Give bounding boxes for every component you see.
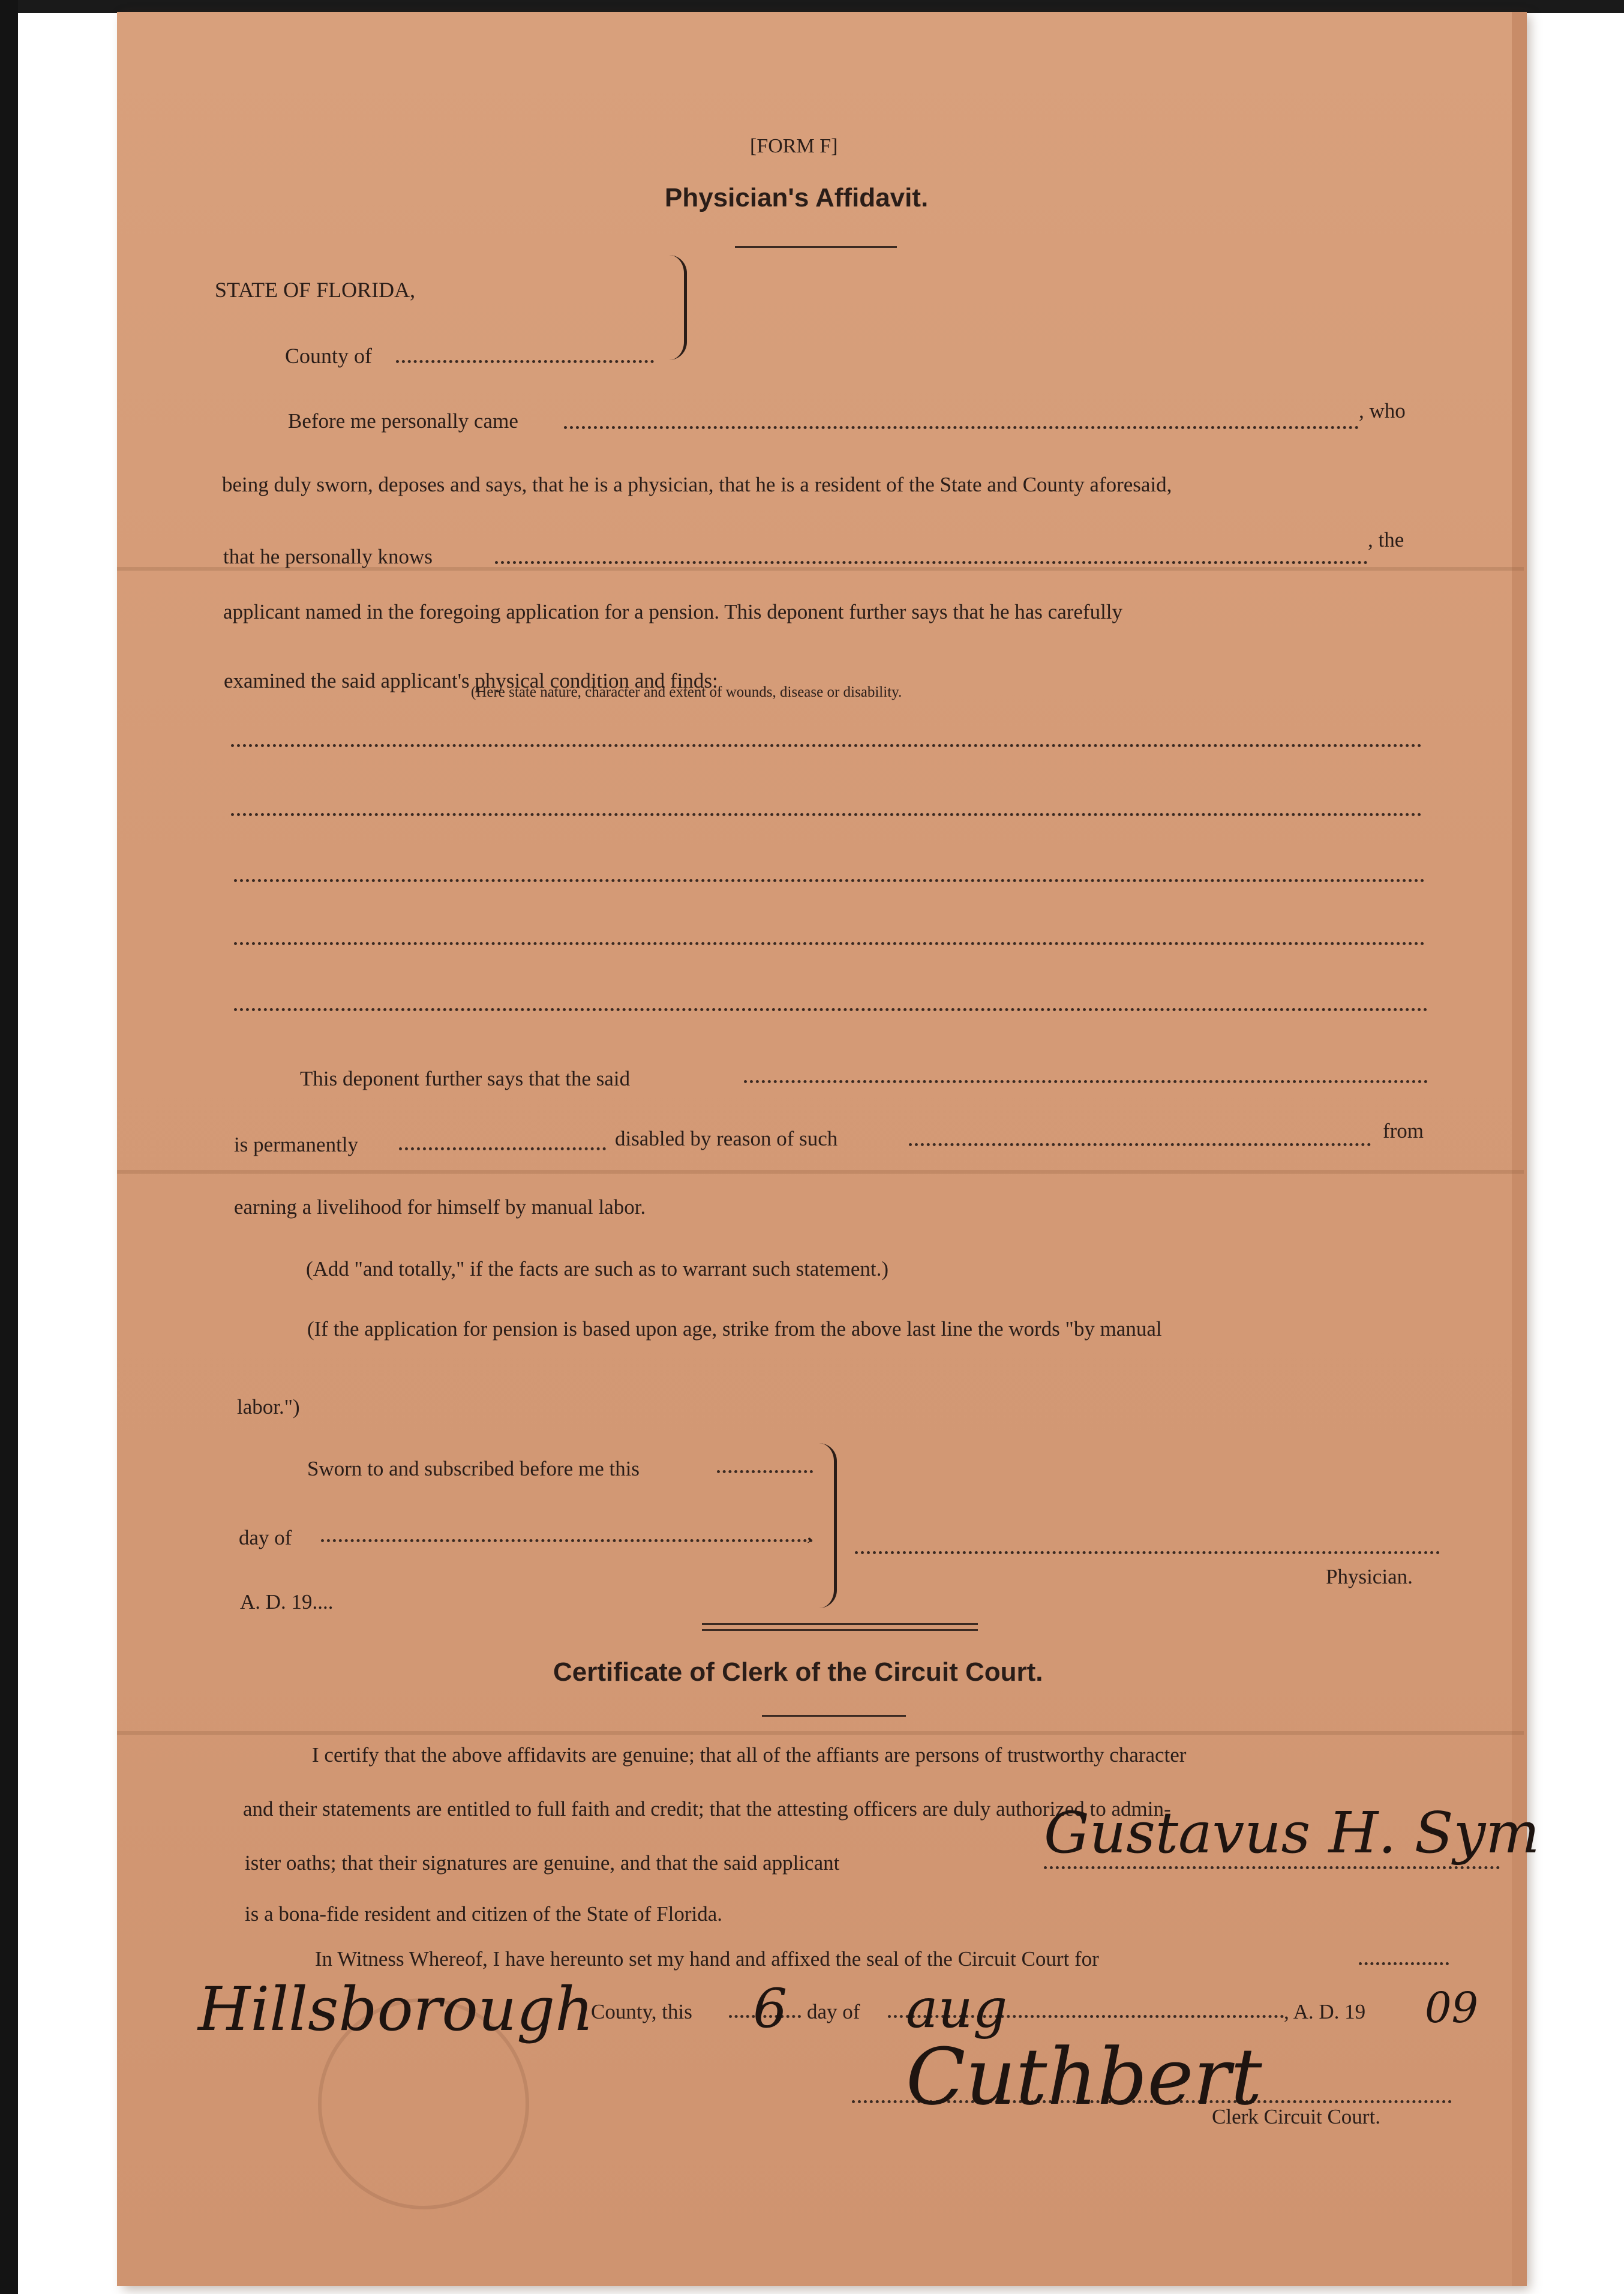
knows-name-blank — [495, 561, 1368, 564]
deponent-name-blank — [564, 426, 1359, 429]
witness-whereof: In Witness Whereof, I have hereunto set my hand and affixed the seal of the Circuit Court for — [315, 1947, 1099, 1971]
court-blank — [1359, 1962, 1449, 1965]
physician-label: Physician. — [1326, 1565, 1413, 1588]
permanently-label: is permanently — [234, 1133, 359, 1156]
degree-blank — [399, 1147, 606, 1150]
clerk-signature-handwritten: Cuthbert — [906, 2031, 1262, 2122]
labor-note-end: labor.") — [237, 1395, 300, 1419]
the-label: , the — [1368, 528, 1404, 551]
fold-line — [117, 1170, 1524, 1174]
year-handwritten: 09 — [1425, 1983, 1479, 2032]
scanner-edge — [0, 0, 18, 2294]
form-label: [FORM F] — [750, 135, 838, 157]
before-me-label: Before me personally came — [288, 409, 518, 433]
certificate-line-4: is a bona-fide resident and citizen of the State of Florida. — [245, 1902, 722, 1926]
fold-line — [117, 1731, 1524, 1735]
cause-blank — [909, 1143, 1371, 1146]
earning-statement: earning a livelihood for himself by manual labor. — [234, 1195, 646, 1219]
certificate-title: Certificate of Clerk of the Circuit Court. — [553, 1657, 1043, 1687]
jurat-brace — [816, 1443, 837, 1608]
cert-day-of-label: day of — [807, 2000, 860, 2023]
disabled-label: disabled by reason of such — [615, 1127, 838, 1150]
certificate-rule — [762, 1715, 906, 1717]
title-rule — [735, 246, 897, 248]
findings-line — [234, 1008, 1428, 1011]
sworn-subscribed-label: Sworn to and subscribed before me this — [307, 1457, 640, 1480]
examined-label: examined the said applicant's physical condition and finds: — [224, 669, 718, 692]
cert-ad-label: , A. D. 19 — [1284, 2000, 1366, 2023]
applicant-statement: applicant named in the foregoing application for a pension. This deponent further says that he has carefully — [223, 600, 1123, 623]
jurat-month-blank — [321, 1539, 813, 1542]
findings-line — [234, 942, 1425, 945]
who-label: , who — [1359, 399, 1406, 422]
further-says-label: This deponent further says that the said — [300, 1067, 631, 1090]
month-handwritten: aug — [906, 1977, 1008, 2040]
county-name-handwritten: Hillsborough — [198, 1974, 594, 2044]
clerk-label: Clerk Circuit Court. — [1212, 2105, 1380, 2128]
physician-signature-line — [855, 1551, 1440, 1554]
here-state-instruction: (Here state nature, character and extent of wounds, disease or disability. — [471, 684, 902, 700]
scanner-top-edge — [18, 0, 1624, 13]
jurat-comma: , — [807, 1521, 812, 1545]
certificate-line-3: ister oaths; that their signatures are genuine, and that the said applicant — [245, 1851, 840, 1875]
jurat-day-blank — [717, 1470, 813, 1473]
section-double-rule — [702, 1623, 978, 1625]
findings-line — [231, 813, 1422, 816]
jurat-day-of-label: day of — [239, 1526, 292, 1549]
applicant-name-handwritten: Gustavus H. Sym — [1044, 1800, 1540, 1866]
page-torn-edge — [1512, 12, 1527, 2286]
venue-brace — [666, 255, 687, 360]
jurat-ad-label: A. D. 19.... — [240, 1590, 334, 1614]
findings-line — [234, 879, 1425, 882]
from-label: from — [1383, 1119, 1424, 1142]
knows-label: that he personally knows — [223, 545, 433, 568]
county-this-label: County, this — [591, 2000, 692, 2023]
applicant-name-line — [1044, 1866, 1500, 1869]
venue-state: STATE OF FLORIDA, — [215, 278, 416, 302]
findings-line — [231, 744, 1422, 747]
applicant-name-blank — [744, 1080, 1428, 1083]
day-handwritten: 6 — [753, 1977, 788, 2040]
county-blank — [396, 360, 654, 363]
page-title: Physician's Affidavit. — [665, 183, 929, 212]
certificate-line-1: I certify that the above affidavits are genuine; that all of the affiants are persons of trustworthy character — [312, 1743, 1187, 1767]
section-double-rule — [702, 1629, 978, 1631]
sworn-statement: being duly sworn, deposes and says, that he is a physician, that he is a resident of the State and County aforesaid, — [222, 473, 1172, 496]
certificate-line-2: and their statements are entitled to full faith and credit; that the attesting officers are duly authorized to admin- — [243, 1797, 1171, 1821]
venue-county-label: County of — [285, 344, 373, 368]
add-totally-note: (Add "and totally," if the facts are such as to warrant such statement.) — [306, 1257, 888, 1281]
strike-note: (If the application for pension is based upon age, strike from the above last line the words "by manual — [307, 1317, 1162, 1341]
